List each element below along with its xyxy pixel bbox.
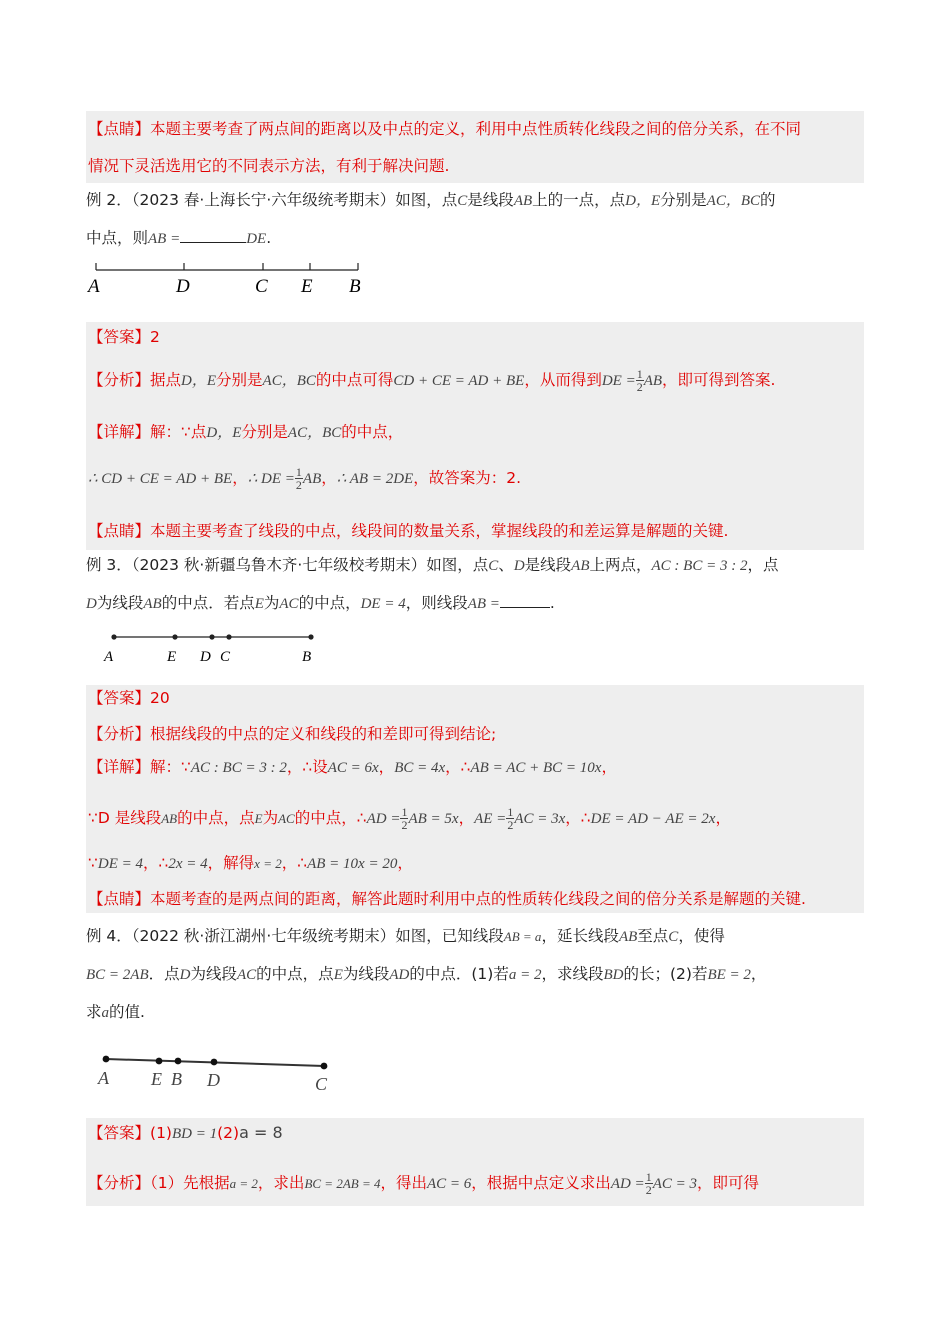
- label-A: A: [98, 1068, 109, 1088]
- label-C: C: [255, 276, 268, 297]
- label-D: D: [207, 1070, 220, 1090]
- ex4-line-1: 例 4．（2022 秋·浙江湖州·七年级统考期末）如图，已知线段AB = a，延长线段AB至点C，使得: [86, 927, 725, 945]
- ex2-point: 【点睛】本题主要考查了线段的中点，线段间的数量关系，掌握线段的和差运算是解题的关键.: [88, 522, 729, 540]
- fraction-half: $\frac{1}{2}$: [401, 805, 408, 832]
- label-B: B: [171, 1069, 182, 1089]
- label-C: C: [315, 1074, 328, 1094]
- ex3-detail-1: 【详解】解：∵AC : BC = 3 : 2，∴设AC = 6x，BC = 4x，∴AB = AC + BC = 10x，: [88, 758, 617, 776]
- point-C: [226, 634, 231, 639]
- ex3-point: 【点睛】本题考查的是两点间的距离，解答此题时利用中点的性质转化线段之间的倍分关系是解题的关键.: [88, 890, 806, 908]
- point-A: [103, 1056, 110, 1063]
- answer-blank: [180, 228, 246, 243]
- point-D: [209, 634, 214, 639]
- answer-blank: [500, 593, 550, 608]
- ex4-figure: [94, 1050, 344, 1096]
- point-E: [172, 634, 177, 639]
- label-B: B: [302, 649, 312, 665]
- ex2-line-2: 中点，则AB = DE.: [86, 229, 272, 247]
- ex3-figure: [98, 628, 328, 668]
- label-E: E: [151, 1069, 162, 1089]
- ex4-line-2: BC = 2AB．点D为线段AC的中点，点E为线段AD的中点．(1)若a = 2，求线段BD的长；(2)若BE = 2，: [86, 965, 767, 983]
- ex3-solution: [86, 685, 864, 913]
- fraction-half: $\frac{1}{2}$: [645, 1170, 652, 1197]
- label-E: E: [301, 276, 313, 297]
- point-B: [175, 1058, 182, 1065]
- example-3-question: [86, 552, 864, 618]
- ex2-detail-2: ∴ CD + CE = AD + BE，∴ DE = $\frac{1}{2}$ AB，∴ AB = 2DE，故答案为：2.: [88, 465, 522, 492]
- point-A: [111, 634, 116, 639]
- ex2-analysis: 【分析】据点D，E分别是AC，BC的中点可得CD + CE = AD + BE，从而得到DE = $\frac{1}{2}$ AB，即可得到答案.: [88, 367, 776, 394]
- comment-line-1: 【点睛】本题主要考查了两点间的距离以及中点的定义，利用中点性质转化线段之间的倍分关系，在不同: [88, 120, 802, 138]
- ex2-solution: [86, 322, 864, 550]
- point-E: [156, 1058, 163, 1065]
- point-B: [308, 634, 313, 639]
- point-C: [321, 1063, 328, 1070]
- example-4-question: [86, 923, 864, 1029]
- fraction-half: $\frac{1}{2}$: [507, 805, 514, 832]
- ex2-answer: 【答案】2: [88, 328, 160, 346]
- label-D: D: [200, 649, 211, 665]
- point-D: [211, 1059, 218, 1066]
- ex3-line-1: 例 3．（2023 秋·新疆乌鲁木齐·七年级校考期末）如图，点C、D是线段AB上两点，AC : BC = 3 : 2，点: [86, 556, 779, 574]
- ex3-detail-3: ∵DE = 4，∴2x = 4，解得x = 2，∴AB = 10x = 20，: [88, 854, 413, 872]
- label-A: A: [104, 649, 114, 665]
- comment-line-2: 情况下灵活选用它的不同表示方法，有利于解决问题.: [88, 157, 450, 175]
- ex4-answer: 【答案】(1)BD = 1(2)a = 8: [88, 1123, 283, 1142]
- ex4-analysis: 【分析】（1）先根据a = 2，求出BC = 2AB = 4，得出AC = 6，根据中点定义求出AD = $\frac{1}{2}$ AC = 3，即可得: [88, 1170, 759, 1197]
- comment-tag: 【点睛】: [88, 120, 151, 138]
- ex3-analysis: 【分析】根据线段的中点的定义和线段的和差即可得到结论;: [88, 725, 497, 743]
- ex3-answer: 【答案】20: [88, 689, 170, 707]
- ex2-figure: [86, 258, 376, 298]
- ex3-detail-2: ∵D 是线段AB的中点，点E为AC的中点，∴AD = $\frac{1}{2}$ AB = 5x，AE = $\frac{1}{2}$ AC = 3x，∴DE = AD − AE = 2x，: [88, 805, 731, 832]
- ex3-line-2: D为线段AB的中点．若点E为AC的中点，DE = 4，则线段AB = .: [86, 594, 555, 612]
- ex2-line-1: 例 2．（2023 春·上海长宁·六年级统考期末）如图，点C是线段AB上的一点，点D，E分别是AC，BC的: [86, 191, 776, 209]
- label-A: A: [88, 276, 100, 297]
- label-B: B: [349, 276, 361, 297]
- fraction-half: $\frac{1}{2}$: [295, 465, 302, 492]
- label-C: C: [220, 649, 231, 665]
- ex2-detail-1: 【详解】解：∵点D，E分别是AC，BC的中点，: [88, 423, 404, 441]
- label-E: E: [167, 649, 177, 665]
- ex4-line-3: 求a的值.: [86, 1003, 145, 1021]
- example-2-question: [86, 189, 864, 251]
- comment-block-1: [86, 111, 864, 183]
- label-D: D: [176, 276, 190, 297]
- ex4-solution: [86, 1118, 864, 1206]
- fraction-half: $\frac{1}{2}$: [636, 367, 643, 394]
